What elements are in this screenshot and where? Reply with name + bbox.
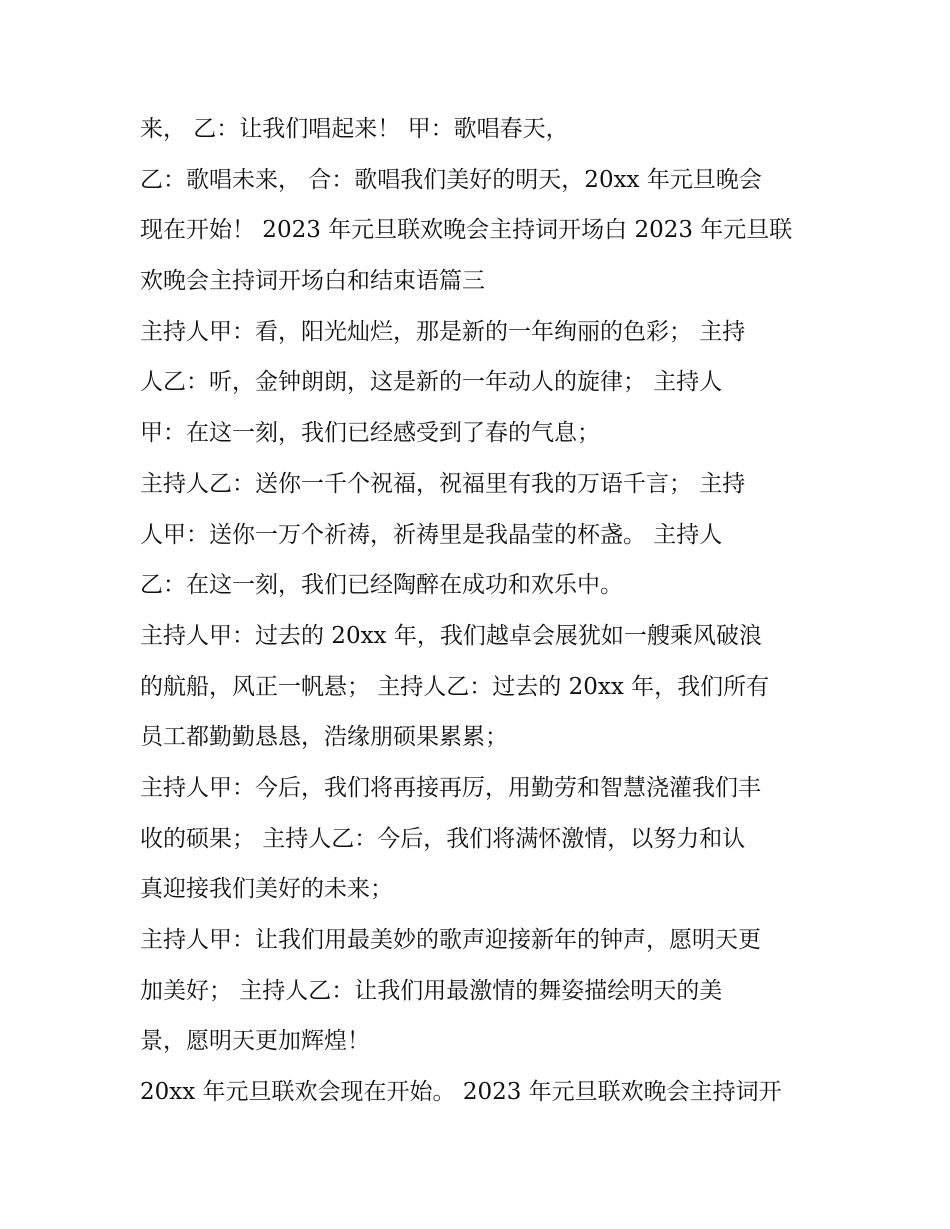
text-line: 来， 乙：让我们唱起来！ 甲：歌唱春天， — [140, 116, 569, 142]
text-line: 加美好； 主持人乙：让我们用最激情的舞姿描绘明天的美 — [140, 977, 723, 1004]
text-line: 的航船，风正一帆悬； 主持人乙：过去的 20xx 年，我们所有 — [140, 673, 770, 700]
text-line: 欢晚会主持词开场白和结束语篇三 — [140, 268, 485, 295]
text-line: 乙：歌唱未来， 合：歌唱我们美好的明天，20xx 年元旦晚会 — [140, 166, 762, 193]
text-line: 主持人甲：看，阳光灿烂，那是新的一年绚丽的色彩； 主持 — [140, 318, 746, 345]
text-line: 现在开始！ 2023 年元旦联欢晚会主持词开场白 2023 年元旦联 — [140, 217, 793, 244]
text-line: 景，愿明天更加辉煌！ — [140, 1028, 370, 1055]
text-line: 乙：在这一刻，我们已经陶醉在成功和欢乐中。 — [140, 572, 623, 599]
text-line: 甲：在这一刻，我们已经感受到了春的气息； — [140, 420, 600, 447]
text-line: 主持人乙：送你一千个祝福，祝福里有我的万语千言； 主持 — [140, 470, 746, 497]
text-line: 主持人甲：过去的 20xx 年，我们越卓会展犹如一艘乘风破浪 — [140, 622, 762, 649]
text-line: 主持人甲：让我们用最美妙的歌声迎接新年的钟声，愿明天更 — [140, 927, 761, 953]
body-text — [140, 104, 840, 1118]
text-line: 20xx 年元旦联欢会现在开始。 2023 年元旦联欢晚会主持词开 — [140, 1079, 782, 1106]
text-line: 员工都勤勤恳恳，浩缘朋硕果累累； — [140, 724, 508, 751]
text-line: 人甲：送你一万个祈祷，祈祷里是我晶莹的杯盏。 主持人 — [140, 521, 723, 548]
text-line: 真迎接我们美好的未来； — [140, 876, 393, 903]
text-line: 人乙：听，金钟朗朗，这是新的一年动人的旋律； 主持人 — [140, 369, 723, 396]
text-line: 收的硕果； 主持人乙：今后，我们将满怀激情，以努力和认 — [140, 825, 746, 852]
text-line: 主持人甲：今后，我们将再接再厉，用勤劳和智慧浇灌我们丰 — [140, 774, 761, 801]
